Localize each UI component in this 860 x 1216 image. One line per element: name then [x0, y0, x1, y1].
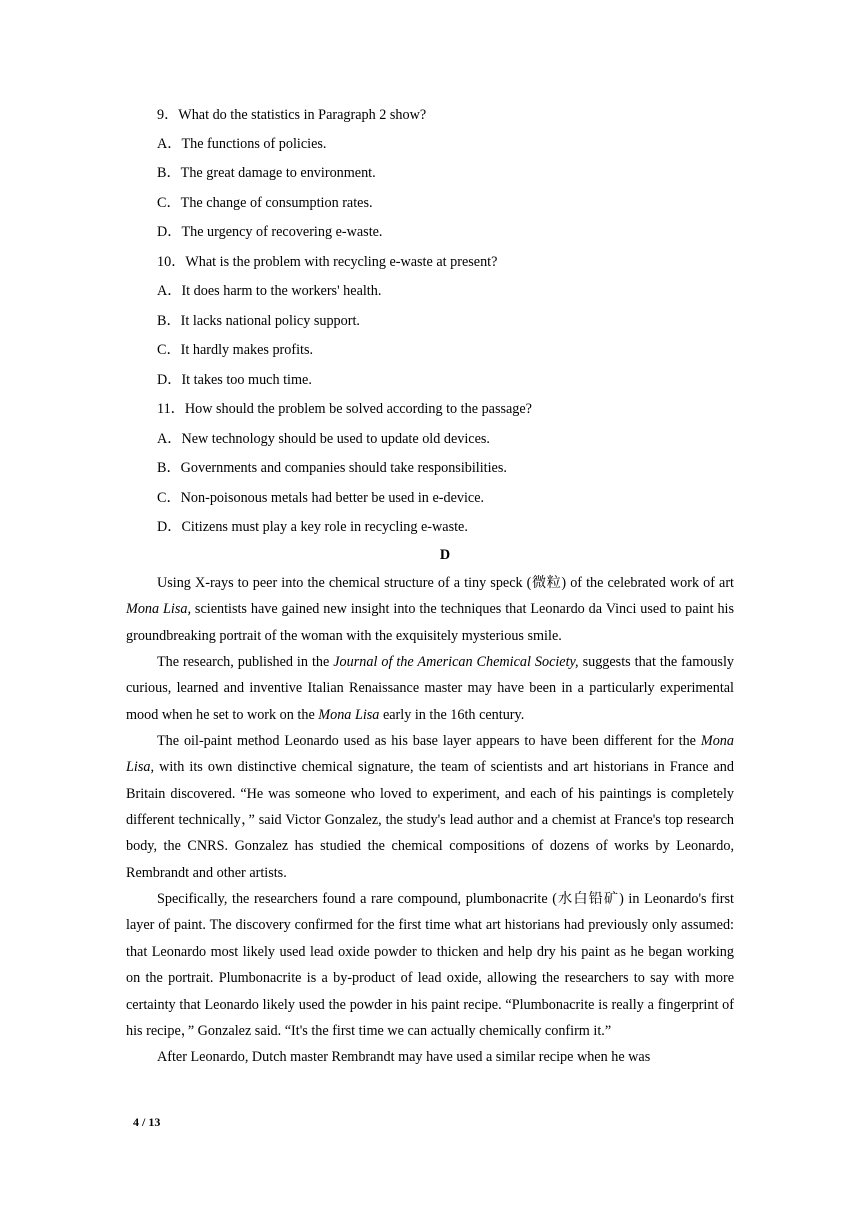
option-letter: B: [157, 460, 167, 476]
question-11-stem: 11．How should the problem be solved according to the passage?: [157, 401, 532, 417]
italic-title: Journal of the American Chemical Society,: [333, 654, 579, 671]
option-text: Non-poisonous metals had better be used in e-device.: [180, 490, 485, 506]
question-text: What is the problem with recycling e-waste at present?: [185, 254, 498, 270]
passage-paragraph-3: [126, 728, 734, 886]
option-text: It hardly makes profits.: [180, 342, 314, 358]
reading-passage: [126, 570, 734, 1071]
option-letter: C: [157, 195, 167, 211]
option-text: It takes too much time.: [181, 372, 312, 388]
option-letter: A: [157, 431, 168, 447]
passage-paragraph-4: Specifically, the researchers found a rare compound, plumbonacrite (水白铅矿) in Leonardo's first layer of paint. The discovery confirmed for the first time what art historians had previously only assumed: that Leonardo most likely used lead oxide powder to thicken and help dry his paint as he began working on the portrait. Plumbonacrite is a by-product of lead oxide, allowing the researchers to say with more certainty that Leonardo likely used the powder in his paint recipe. “Plumbonacrite is really a fingerprint of his recipe，” Gonzalez said. “It's the first time we can actually chemically confirm it.”: [126, 891, 734, 1039]
question-9-option-a: A．The functions of policies.: [157, 136, 327, 152]
option-letter: C: [157, 490, 167, 506]
question-10-option-b: B．It lacks national policy support.: [157, 313, 360, 329]
option-text: The great damage to environment.: [180, 165, 376, 181]
option-letter: A: [157, 136, 168, 152]
question-11-option-a: A．New technology should be used to update old devices.: [157, 431, 490, 447]
question-number: 9: [157, 107, 165, 123]
question-9-option-d: D．The urgency of recovering e-waste.: [157, 224, 383, 240]
question-number: 10: [157, 254, 172, 270]
option-letter: B: [157, 313, 167, 329]
option-letter: D: [157, 372, 168, 388]
italic-title: Mona Lisa,: [126, 601, 192, 618]
question-number: 11: [157, 401, 171, 417]
option-text: Governments and companies should take responsibilities.: [180, 460, 507, 476]
question-9-option-c: C．The change of consumption rates.: [157, 195, 373, 211]
question-text: How should the problem be solved according to the passage?: [184, 401, 532, 417]
question-10-option-d: D．It takes too much time.: [157, 372, 312, 388]
option-text: The change of consumption rates.: [180, 195, 373, 211]
question-11-option-d: D．Citizens must play a key role in recycling e-waste.: [157, 519, 468, 535]
passage-paragraph-1: [126, 570, 734, 649]
page-number: 4 / 13: [133, 1115, 161, 1129]
italic-title: Mona Lisa,: [126, 733, 734, 776]
question-10-option-c: C．It hardly makes profits.: [157, 342, 314, 358]
question-10-stem: 10．What is the problem with recycling e-waste at present?: [157, 254, 498, 270]
question-10-option-a: A．It does harm to the workers' health.: [157, 283, 382, 299]
option-text: It lacks national policy support.: [180, 313, 360, 329]
question-11-option-b: B．Governments and companies should take responsibilities.: [157, 460, 507, 476]
option-text: New technology should be used to update old devices.: [181, 431, 490, 447]
section-title: D: [439, 547, 451, 563]
text-run: Using X-rays to peer into the chemical structure of a tiny speck (微粒) of the celebrated work of art: [157, 575, 734, 591]
option-letter: A: [157, 283, 168, 299]
option-text: The urgency of recovering e-waste.: [181, 224, 383, 240]
text-run: early in the 16th century.: [379, 706, 525, 723]
text-run: suggests that the famously curious, learned and inventive Italian Renaissance master may have been in a particularly experimental mood when he set to work on the: [126, 654, 734, 723]
option-text: The functions of policies.: [181, 136, 327, 152]
option-letter: D: [157, 519, 168, 535]
question-text: What do the statistics in Paragraph 2 show?: [178, 107, 427, 123]
option-text: It does harm to the workers' health.: [181, 283, 382, 299]
italic-title: Mona Lisa: [318, 706, 380, 723]
option-letter: B: [157, 165, 167, 181]
option-letter: D: [157, 224, 168, 240]
text-run: with its own distinctive chemical signature, the team of scientists and art historians in France and Britain discovered. “He was someone who loved to experiment, and each of his paintings is completely different technically，” said Victor Gonzalez, the study's lead author and a chemist at France's top research body, the CNRS. Gonzalez has studied the chemical compositions of dozens of works by Leonardo, Rembrandt and other artists.: [126, 759, 734, 881]
question-9-stem: 9．What do the statistics in Paragraph 2 show?: [157, 107, 427, 123]
option-text: Citizens must play a key role in recycling e-waste.: [181, 519, 468, 535]
text-run: The research, published in the: [157, 654, 334, 671]
text-run: scientists have gained new insight into the techniques that Leonardo da Vinci used to paint his groundbreaking portrait of the woman with the exquisitely mysterious smile.: [126, 601, 735, 644]
passage-paragraph-2: [126, 649, 734, 728]
question-11-option-c: C．Non-poisonous metals had better be used in e-device.: [157, 490, 485, 506]
passage-paragraph-5: After Leonardo, Dutch master Rembrandt may have used a similar recipe when he was: [157, 1049, 651, 1066]
text-run: The oil-paint method Leonardo used as his base layer appears to have been different for the: [157, 733, 701, 750]
question-9-option-b: B．The great damage to environment.: [157, 165, 376, 181]
option-letter: C: [157, 342, 167, 358]
